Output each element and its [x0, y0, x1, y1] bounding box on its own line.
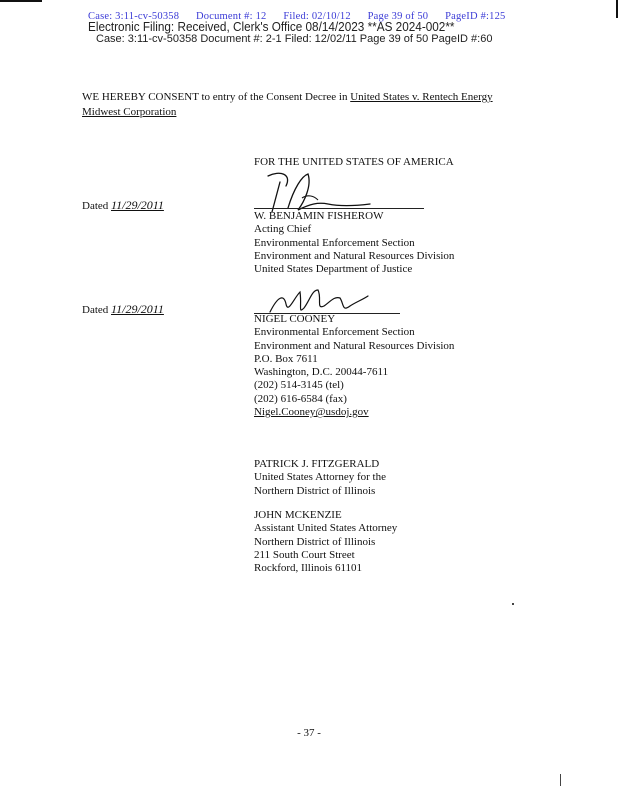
signatory-name-3: PATRICK J. FITZGERALD — [254, 458, 380, 470]
efiling-stamp: Electronic Filing: Received, Clerk's Office 08/14/2023 **AS 2024-002** — [88, 20, 455, 34]
case-name-line1: United States v. Rentech Energy — [350, 91, 493, 103]
stamp-page: Page 39 of 50 — [367, 11, 429, 22]
for-party-heading: FOR THE UNITED STATES OF AMERICA — [254, 156, 454, 168]
stamp-pageid: PageID #:125 — [445, 11, 506, 22]
scan-speck — [560, 774, 561, 786]
page-number: - 37 - — [297, 727, 321, 739]
stamp-document: Document #: 12 — [196, 11, 267, 22]
signatory-line: Northern District of Illinois — [254, 535, 376, 548]
signatory-line: Acting Chief — [254, 223, 312, 236]
signatory-line: Environmental Enforcement Section — [254, 236, 415, 249]
signatory-block-4 — [254, 509, 397, 575]
dated-line-2 — [82, 302, 164, 317]
dated-line-1 — [82, 198, 164, 213]
scan-corner-mark — [0, 0, 42, 2]
signatory-line: 211 South Court Street — [254, 548, 355, 561]
signatory-line: Environment and Natural Resources Division — [254, 339, 455, 352]
signatory-line: Environmental Enforcement Section — [254, 326, 415, 339]
signatory-line: (202) 514-3145 (tel) — [254, 379, 344, 392]
signatory-line: P.O. Box 7611 — [254, 352, 318, 365]
original-case-header: Case: 3:11-cv-50358 Document #: 2-1 Filed: 12/02/11 Page 39 of 50 PageID #:60 — [96, 33, 493, 45]
signatory-line: United States Attorney for the — [254, 471, 386, 484]
signatory-name-1: W. BENJAMIN FISHEROW — [254, 210, 384, 222]
stamp-filed: Filed: 02/10/12 — [283, 11, 351, 22]
signatory-line: (202) 616-6584 (fax) — [254, 392, 347, 405]
signatory-email[interactable]: Nigel.Cooney@usdoj.gov — [254, 406, 369, 419]
stamp-case: Case: 3:11-cv-50358 — [88, 11, 180, 22]
signature-line-1 — [254, 208, 424, 209]
dated-label-1: Dated — [82, 200, 109, 212]
consent-prefix: WE HEREBY CONSENT to entry of the Consent Decree in — [82, 91, 351, 103]
case-name-line2: Midwest Corporation — [82, 106, 177, 118]
signatory-name-4: JOHN MCKENZIE — [254, 509, 342, 521]
signatory-name-2: NIGEL COONEY — [254, 313, 336, 325]
signatory-line: Northern District of Illinois — [254, 484, 376, 497]
signatory-line: United States Department of Justice — [254, 263, 413, 276]
scan-speck — [512, 603, 514, 605]
signatory-block-3 — [254, 458, 386, 498]
consent-statement — [82, 90, 522, 120]
signatory-line: Environment and Natural Resources Division — [254, 249, 455, 262]
signatory-line: Assistant United States Attorney — [254, 522, 398, 535]
dated-value-2: 11/29/2011 — [111, 302, 164, 316]
signatory-block-2 — [254, 313, 454, 419]
signatory-block-1 — [254, 210, 454, 276]
dated-value-1: 11/29/2011 — [111, 198, 164, 212]
dated-label-2: Dated — [82, 304, 109, 316]
signatory-line: Washington, D.C. 20044-7611 — [254, 366, 389, 379]
signatory-line: Rockford, Illinois 61101 — [254, 562, 363, 575]
